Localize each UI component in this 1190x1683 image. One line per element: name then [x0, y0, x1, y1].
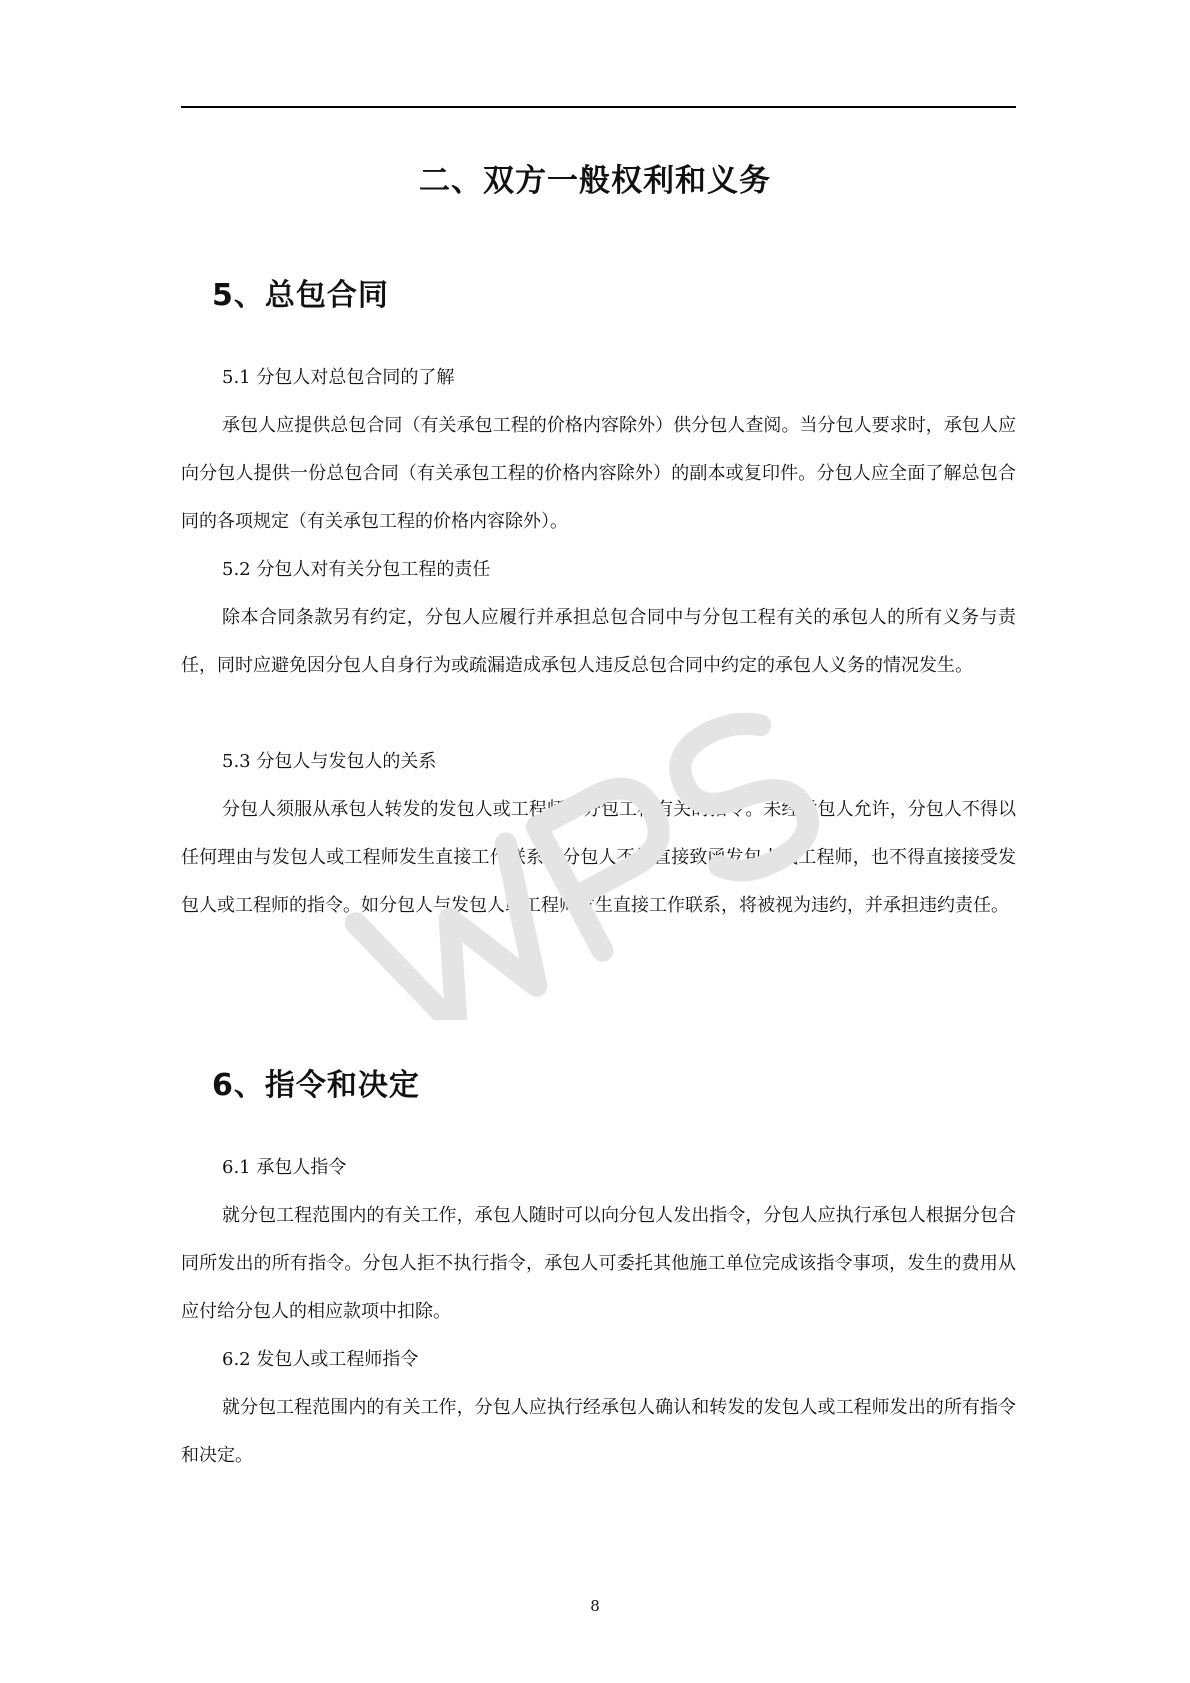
subheading-5-2: 5.2 分包人对有关分包工程的责任 [222, 559, 491, 580]
paragraph-6-1: 就分包工程范围内的有关工作，承包人随时可以向分包人发出指令，分包人应执行承包人根据分包合同所发出的所有指令。分包人拒不执行指令，承包人可委托其他施工单位完成该指令事项，发生的费用从应付给分包人的相应款项中扣除。 [181, 1205, 1016, 1322]
chapter-title: 二、双方一般权利和义务 [419, 163, 771, 199]
header-rule [181, 106, 1016, 108]
section-heading-5: 5、总包合同 [212, 278, 389, 313]
page-number: 8 [590, 1597, 600, 1615]
subheading-5-1: 5.1 分包人对总包合同的了解 [222, 367, 455, 388]
section-heading-6: 6、指令和决定 [212, 1068, 420, 1103]
paragraph-5-2: 除本合同条款另有约定，分包人应履行并承担总包合同中与分包工程有关的承包人的所有义务与责任，同时应避免因分包人自身行为或疏漏造成承包人违反总包合同中约定的承包人义务的情况发生。 [181, 607, 1016, 676]
paragraph-6-2: 就分包工程范围内的有关工作，分包人应执行经承包人确认和转发的发包人或工程师发出的所有指令和决定。 [181, 1397, 1016, 1466]
paragraph-5-1: 承包人应提供总包合同（有关承包工程的价格内容除外）供分包人查阅。当分包人要求时，承包人应向分包人提供一份总包合同（有关承包工程的价格内容除外）的副本或复印件。分包人应全面了解总包合同的各项规定（有关承包工程的价格内容除外）。 [181, 415, 1016, 532]
paragraph-5-3: 分包人须服从承包人转发的发包人或工程师与分包工程有关的指令。未经承包人允许，分包人不得以任何理由与发包人或工程师发生直接工作联系，分包人不得直接致函发包人或工程师，也不得直接接受发包人或工程师的指令。如分包人与发包人或工程师发生直接工作联系，将被视为违约，并承担违约责任。 [181, 799, 1016, 916]
subheading-6-1: 6.1 承包人指令 [222, 1157, 347, 1178]
subheading-6-2: 6.2 发包人或工程师指令 [222, 1349, 419, 1370]
subheading-5-3: 5.3 分包人与发包人的关系 [222, 751, 437, 772]
